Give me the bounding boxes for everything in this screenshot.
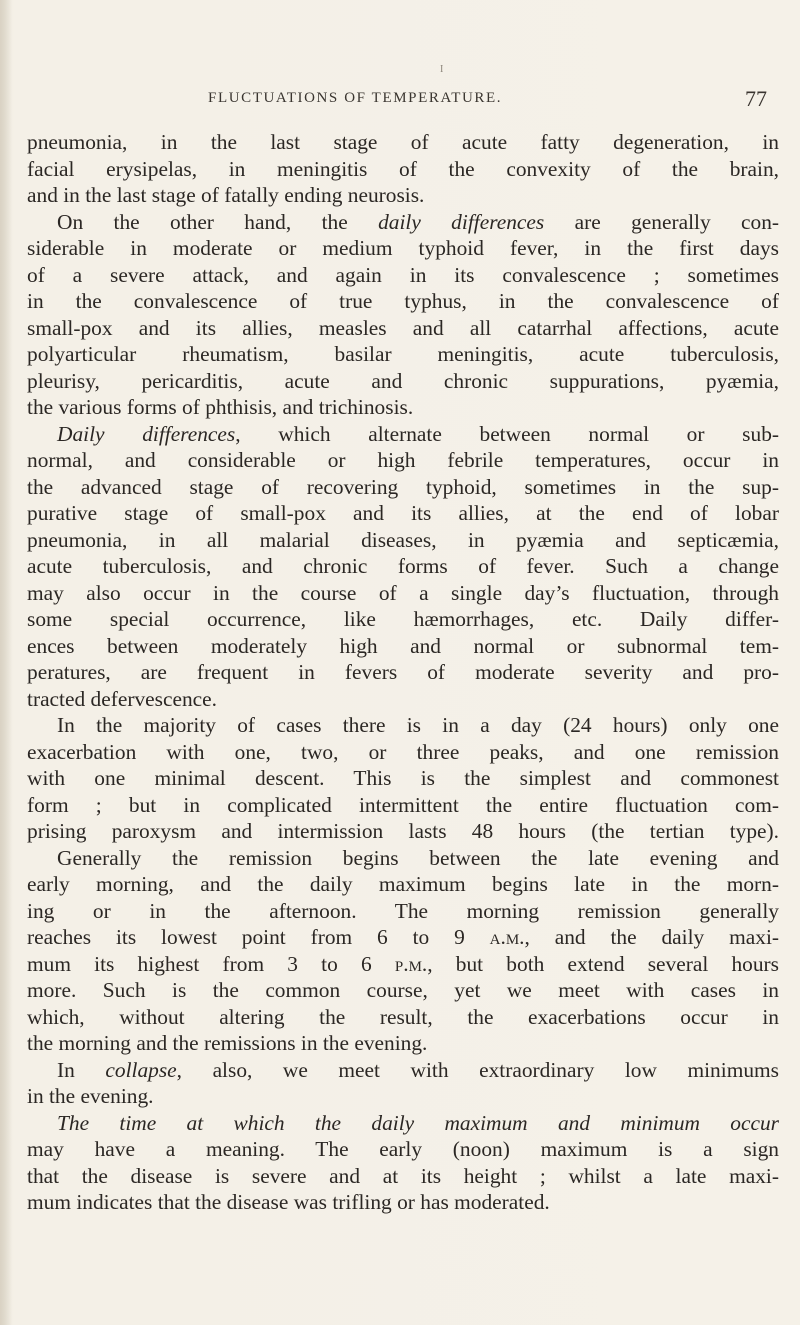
text-line [27, 1057, 779, 1084]
text-line [27, 1163, 779, 1190]
text-line [27, 898, 779, 925]
text-segment: in the evening. [27, 1084, 154, 1108]
text-segment: which, without altering the result, the exacerbations occur in [27, 1004, 779, 1029]
text-line [27, 1189, 779, 1216]
text-line [27, 129, 779, 156]
text-line [27, 209, 779, 236]
text-line [27, 1030, 779, 1057]
text-segment: with one minimal descent. This is the simplest and commonest [27, 766, 779, 790]
text-line [27, 527, 779, 554]
text-line [27, 765, 779, 792]
text-line [27, 156, 779, 183]
text-segment: that the disease is severe and at its height ; whilst a late maxi- [27, 1163, 779, 1188]
text-line [27, 288, 779, 315]
text-segment: and in the last stage of fatally ending neurosis. [27, 183, 425, 207]
text-line [27, 659, 779, 686]
text-line [27, 315, 779, 342]
text-segment: more. Such is the common course, yet we meet with cases in [27, 978, 779, 1002]
page-header [0, 86, 800, 116]
text-line [27, 235, 779, 262]
text-line [27, 924, 779, 951]
text-segment: early morning, and the daily maximum begins late in the morn- [27, 872, 779, 896]
text-line [27, 1136, 779, 1163]
text-segment: normal, and considerable or high febrile temperatures, occur in [27, 448, 779, 472]
text-segment: pneumonia, in the last stage of acute fatty degeneration, in [27, 130, 779, 154]
text-line [27, 421, 779, 448]
text-segment: ing or in the afternoon. The morning remission generally [27, 898, 779, 923]
italic-phrase: daily differences [378, 209, 545, 234]
italic-phrase: collapse [105, 1057, 177, 1082]
text-segment: pleurisy, pericarditis, acute and chronic suppurations, pyæmia, [27, 368, 779, 393]
text-line [27, 712, 779, 739]
running-head: FLUCTUATIONS OF TEMPERATURE. [208, 90, 503, 106]
text-segment: small-pox and its allies, measles and all catarrhal affections, acute [27, 315, 779, 340]
text-line [27, 686, 779, 713]
text-line [27, 368, 779, 395]
text-segment: pneumonia, in all malarial diseases, in pyæmia and septicæmia, [27, 527, 779, 552]
text-segment: facial erysipelas, in meningitis of the convexity of the brain, [27, 156, 779, 181]
text-line [27, 633, 779, 660]
text-segment: tracted defervescence. [27, 686, 217, 711]
text-segment: In the majority of cases there is in a day (24 hours) only one [57, 713, 779, 737]
text-line [27, 951, 779, 978]
text-segment: Generally the remission begins between the late evening and [57, 845, 779, 870]
text-segment: the advanced stage of recovering typhoid, sometimes in the sup- [27, 474, 779, 499]
text-line [27, 1110, 779, 1137]
text-line [27, 182, 779, 209]
text-segment: mum indicates that the disease was trifling or has moderated. [27, 1190, 550, 1214]
text-line [27, 500, 779, 527]
text-segment: peratures, are frequent in fevers of moderate severity and pro- [27, 660, 779, 684]
body-text [27, 129, 779, 1216]
text-segment: exacerbation with one, two, or three peaks, and one remission [27, 739, 779, 764]
text-line [27, 1004, 779, 1031]
text-segment: in the convalescence of true typhus, in the convalescence of [27, 289, 779, 313]
margin-tick: I [440, 64, 444, 75]
text-segment: , but both extend several hours [427, 951, 779, 976]
text-segment: , and the daily maxi- [524, 925, 780, 949]
text-segment: , which alternate between normal or sub- [235, 421, 780, 446]
text-line [27, 394, 779, 421]
text-line [27, 977, 779, 1004]
text-line [27, 739, 779, 766]
text-segment: polyarticular rheumatism, basilar meningitis, acute tuberculosis, [27, 342, 779, 366]
text-segment: ences between moderately high and normal or subnormal tem- [27, 633, 779, 658]
small-caps-phrase: p.m. [394, 951, 428, 976]
text-segment: acute tuberculosis, and chronic forms of fever. Such a change [27, 554, 779, 578]
text-line [27, 818, 779, 845]
text-segment: purative stage of small-pox and its allies, at the end of lobar [27, 501, 779, 525]
text-segment: of a severe attack, and again in its convalescence ; sometimes [27, 262, 779, 287]
text-line [27, 845, 779, 872]
text-line [27, 447, 779, 474]
text-segment: , also, we meet with extraordinary low minimums [176, 1057, 779, 1082]
small-caps-phrase: a.m. [489, 925, 525, 949]
text-line [27, 792, 779, 819]
text-segment: may have a meaning. The early (noon) maximum is a sign [27, 1137, 779, 1161]
text-segment: In [57, 1057, 106, 1082]
text-segment: the various forms of phthisis, and trichinosis. [27, 395, 414, 419]
text-segment: are generally con- [544, 209, 780, 234]
text-segment: prising paroxysm and intermission lasts 48 hours (the tertian type). [27, 819, 779, 843]
text-segment: On the other hand, the [57, 209, 379, 234]
text-segment: may also occur in the course of a single day’s fluctuation, through [27, 580, 779, 605]
text-segment: mum its highest from 3 to 6 [27, 951, 395, 976]
text-line [27, 580, 779, 607]
text-line [27, 262, 779, 289]
italic-phrase: The time at which the daily maximum and minimum occur [57, 1110, 779, 1135]
text-segment: siderable in moderate or medium typhoid fever, in the first days [27, 236, 779, 260]
text-segment: some special occurrence, like hæmorrhages, etc. Daily differ- [27, 607, 779, 631]
text-line [27, 474, 779, 501]
text-line [27, 341, 779, 368]
binding-shadow [0, 0, 12, 1325]
text-line [27, 553, 779, 580]
text-line [27, 871, 779, 898]
text-line [27, 1083, 779, 1110]
text-line [27, 606, 779, 633]
italic-phrase: Daily differences [57, 421, 236, 446]
page-number: 77 [745, 86, 767, 111]
text-segment: the morning and the remissions in the evening. [27, 1031, 428, 1055]
text-segment: form ; but in complicated intermittent the entire fluctuation com- [27, 792, 779, 817]
text-segment: reaches its lowest point from 6 to 9 [27, 925, 490, 949]
